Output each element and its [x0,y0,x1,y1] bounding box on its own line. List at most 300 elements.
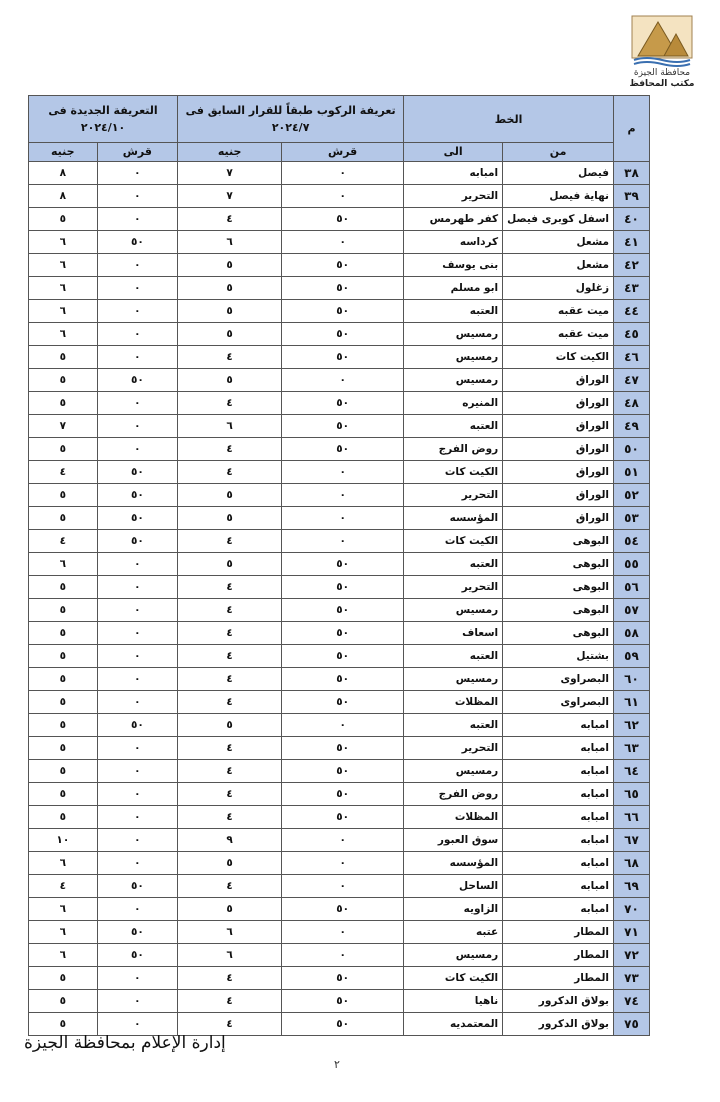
table-row [29,599,650,622]
old-fare-piaster: ٠ [282,231,404,254]
header-new-pound: جنيه [29,143,98,162]
old-fare-piaster: ٥٠ [282,208,404,231]
table-row [29,714,650,737]
table-row [29,829,650,852]
logo-office-name: مكتب المحافظ [629,79,695,89]
old-fare-pound: ٤ [178,599,282,622]
table-row [29,944,650,967]
old-fare-pound: ٤ [178,438,282,461]
table-row [29,576,650,599]
new-fare-pound: ٥ [29,990,98,1013]
header-old-fare: تعريفة الركوب طبقاً للقرار السابق فى ٢٠٢٤/٧ [178,96,404,143]
table-row [29,530,650,553]
table-row [29,392,650,415]
old-fare-piaster: ٥٠ [282,576,404,599]
new-fare-piaster: ٠ [97,990,177,1013]
row-number: ٥٦ [614,576,650,599]
row-number: ٦٦ [614,806,650,829]
old-fare-pound: ٦ [178,944,282,967]
old-fare-pound: ٥ [178,714,282,737]
old-fare-piaster: ٥٠ [282,967,404,990]
table-row [29,898,650,921]
new-fare-pound: ٥ [29,1013,98,1036]
row-number: ٧٢ [614,944,650,967]
route-from: المطار [503,944,614,967]
table-row [29,806,650,829]
table-row [29,461,650,484]
old-fare-pound: ٥ [178,484,282,507]
table-row [29,185,650,208]
new-fare-pound: ٥ [29,208,98,231]
old-fare-pound: ٤ [178,530,282,553]
route-from: مشعل [503,231,614,254]
table-row [29,162,650,185]
route-to: العتبه [404,415,503,438]
new-fare-pound: ٥ [29,967,98,990]
new-fare-pound: ٤ [29,530,98,553]
row-number: ٦٠ [614,668,650,691]
table-row [29,737,650,760]
old-fare-pound: ٥ [178,852,282,875]
route-from: البوهى [503,553,614,576]
new-fare-piaster: ٠ [97,553,177,576]
new-fare-piaster: ٠ [97,438,177,461]
old-fare-piaster: ٥٠ [282,323,404,346]
route-to: عتبه [404,921,503,944]
new-fare-piaster: ٥٠ [97,369,177,392]
route-to: كفر طهرمس [404,208,503,231]
old-fare-piaster: ٥٠ [282,553,404,576]
route-from: البوهى [503,622,614,645]
old-fare-pound: ٤ [178,967,282,990]
table-row [29,300,650,323]
route-to: الساحل [404,875,503,898]
route-from: الوراق [503,415,614,438]
old-fare-piaster: ٥٠ [282,898,404,921]
new-fare-piaster: ٥٠ [97,875,177,898]
row-number: ٣٨ [614,162,650,185]
route-from: امبابه [503,737,614,760]
route-to: التحرير [404,737,503,760]
route-from: امبابه [503,806,614,829]
new-fare-piaster: ٥٠ [97,231,177,254]
old-fare-piaster: ٠ [282,875,404,898]
route-to: رمسيس [404,599,503,622]
table-row [29,967,650,990]
new-fare-piaster: ٠ [97,967,177,990]
route-to: المعتمديه [404,1013,503,1036]
route-to: روض الفرج [404,783,503,806]
route-from: الوراق [503,507,614,530]
old-fare-pound: ٤ [178,691,282,714]
row-number: ٥٤ [614,530,650,553]
route-to: التحرير [404,185,503,208]
new-fare-pound: ٥ [29,737,98,760]
old-fare-pound: ٤ [178,622,282,645]
route-to: الكيت كات [404,461,503,484]
route-from: امبابه [503,875,614,898]
table-row [29,254,650,277]
new-fare-piaster: ٠ [97,576,177,599]
old-fare-piaster: ٥٠ [282,415,404,438]
new-fare-pound: ٤ [29,875,98,898]
route-from: البصراوى [503,668,614,691]
row-number: ٦٣ [614,737,650,760]
old-fare-pound: ٤ [178,461,282,484]
new-fare-piaster: ٠ [97,162,177,185]
row-number: ٤٣ [614,277,650,300]
new-fare-piaster: ٠ [97,208,177,231]
new-fare-pound: ٥ [29,369,98,392]
row-number: ٦٥ [614,783,650,806]
old-fare-pound: ٤ [178,760,282,783]
new-fare-pound: ٦ [29,921,98,944]
old-fare-piaster: ٠ [282,714,404,737]
route-from: ميت عقبه [503,323,614,346]
route-to: التحرير [404,484,503,507]
new-fare-pound: ٦ [29,852,98,875]
route-from: بولاق الدكرور [503,1013,614,1036]
new-fare-pound: ٦ [29,277,98,300]
new-fare-pound: ٦ [29,254,98,277]
new-fare-piaster: ٠ [97,392,177,415]
logo-governorate-name: محافظة الجيزة [633,68,691,78]
route-to: التحرير [404,576,503,599]
new-fare-pound: ١٠ [29,829,98,852]
old-fare-pound: ٤ [178,990,282,1013]
new-fare-pound: ٥ [29,438,98,461]
new-fare-pound: ٨ [29,162,98,185]
old-fare-pound: ٩ [178,829,282,852]
table-row [29,553,650,576]
pyramid-logo-icon [630,14,694,68]
new-fare-piaster: ٠ [97,668,177,691]
row-number: ٦١ [614,691,650,714]
table-row [29,346,650,369]
old-fare-piaster: ٠ [282,162,404,185]
new-fare-pound: ٦ [29,898,98,921]
row-number: ٥٢ [614,484,650,507]
new-fare-piaster: ٠ [97,185,177,208]
new-fare-pound: ٥ [29,507,98,530]
old-fare-piaster: ٥٠ [282,300,404,323]
header-from: من [503,143,614,162]
route-to: العتبه [404,553,503,576]
new-fare-piaster: ٠ [97,898,177,921]
new-fare-pound: ٥ [29,484,98,507]
new-fare-piaster: ٠ [97,806,177,829]
fare-table [28,95,650,1036]
new-fare-piaster: ٥٠ [97,530,177,553]
table-row [29,507,650,530]
row-number: ٧٣ [614,967,650,990]
route-from: مشعل [503,254,614,277]
new-fare-piaster: ٥٠ [97,714,177,737]
old-fare-pound: ٤ [178,737,282,760]
new-fare-pound: ٥ [29,599,98,622]
old-fare-piaster: ٠ [282,852,404,875]
row-number: ٤٦ [614,346,650,369]
new-fare-piaster: ٠ [97,1013,177,1036]
header-new-piaster: قرش [97,143,177,162]
route-from: البوهى [503,576,614,599]
new-fare-piaster: ٠ [97,323,177,346]
old-fare-piaster: ٥٠ [282,737,404,760]
route-to: اسعاف [404,622,503,645]
old-fare-pound: ٦ [178,921,282,944]
new-fare-pound: ٥ [29,714,98,737]
old-fare-piaster: ٥٠ [282,783,404,806]
table-row [29,277,650,300]
new-fare-piaster: ٥٠ [97,921,177,944]
row-number: ٤٢ [614,254,650,277]
new-fare-piaster: ٠ [97,852,177,875]
old-fare-piaster: ٥٠ [282,622,404,645]
header-to: الى [404,143,503,162]
route-to: العتبه [404,300,503,323]
new-fare-pound: ٥ [29,392,98,415]
old-fare-pound: ٦ [178,415,282,438]
row-number: ٥٧ [614,599,650,622]
route-to: بنى يوسف [404,254,503,277]
route-from: ميت عقبه [503,300,614,323]
old-fare-pound: ٤ [178,1013,282,1036]
old-fare-piaster: ٥٠ [282,806,404,829]
header-old-piaster: قرش [282,143,404,162]
old-fare-piaster: ٥٠ [282,760,404,783]
route-to: رمسيس [404,323,503,346]
row-number: ٦٧ [614,829,650,852]
route-to: المؤسسه [404,507,503,530]
row-number: ٥١ [614,461,650,484]
row-number: ٥٠ [614,438,650,461]
table-row [29,484,650,507]
new-fare-pound: ٥ [29,668,98,691]
footer-text: إدارة الإعلام بمحافظة الجيزة [24,1033,226,1053]
row-number: ٥٩ [614,645,650,668]
table-row [29,415,650,438]
table-row [29,852,650,875]
route-from: المطار [503,921,614,944]
new-fare-piaster: ٠ [97,760,177,783]
route-from: فيصل [503,162,614,185]
new-fare-pound: ٦ [29,323,98,346]
route-to: المظلات [404,691,503,714]
header-number: م [614,96,650,162]
old-fare-piaster: ٥٠ [282,438,404,461]
table-row [29,668,650,691]
new-fare-piaster: ٠ [97,346,177,369]
table-row [29,783,650,806]
new-fare-piaster: ٠ [97,415,177,438]
row-number: ٧١ [614,921,650,944]
new-fare-pound: ٥ [29,622,98,645]
route-from: امبابه [503,829,614,852]
row-number: ٥٣ [614,507,650,530]
row-number: ٥٨ [614,622,650,645]
route-to: رمسيس [404,369,503,392]
table-row [29,691,650,714]
route-from: المطار [503,967,614,990]
new-fare-piaster: ٠ [97,783,177,806]
old-fare-pound: ٥ [178,254,282,277]
route-from: امبابه [503,852,614,875]
route-from: امبابه [503,714,614,737]
route-from: الوراق [503,484,614,507]
old-fare-pound: ٤ [178,875,282,898]
row-number: ٧٥ [614,1013,650,1036]
route-from: الوراق [503,461,614,484]
table-row [29,323,650,346]
old-fare-piaster: ٠ [282,461,404,484]
old-fare-pound: ٧ [178,162,282,185]
old-fare-pound: ٥ [178,507,282,530]
old-fare-piaster: ٥٠ [282,668,404,691]
governorate-logo [612,14,712,100]
route-from: البوهى [503,599,614,622]
new-fare-pound: ٧ [29,415,98,438]
new-fare-piaster: ٥٠ [97,484,177,507]
table-row [29,921,650,944]
old-fare-pound: ٥ [178,553,282,576]
route-to: المنيره [404,392,503,415]
new-fare-pound: ٨ [29,185,98,208]
row-number: ٧٤ [614,990,650,1013]
new-fare-pound: ٦ [29,944,98,967]
route-to: رمسيس [404,668,503,691]
table-row [29,875,650,898]
row-number: ٦٤ [614,760,650,783]
old-fare-piaster: ٠ [282,484,404,507]
new-fare-piaster: ٠ [97,737,177,760]
route-from: الكيت كات [503,346,614,369]
new-fare-pound: ٤ [29,461,98,484]
old-fare-piaster: ٥٠ [282,346,404,369]
route-from: امبابه [503,760,614,783]
new-fare-piaster: ٠ [97,691,177,714]
new-fare-piaster: ٠ [97,645,177,668]
row-number: ٥٥ [614,553,650,576]
route-to: الزاويه [404,898,503,921]
route-to: ناهيا [404,990,503,1013]
route-to: رمسيس [404,346,503,369]
row-number: ٤٥ [614,323,650,346]
route-from: امبابه [503,898,614,921]
old-fare-piaster: ٠ [282,185,404,208]
row-number: ٦٩ [614,875,650,898]
route-from: بولاق الدكرور [503,990,614,1013]
old-fare-pound: ٤ [178,806,282,829]
new-fare-pound: ٦ [29,300,98,323]
old-fare-pound: ٤ [178,645,282,668]
row-number: ٤٧ [614,369,650,392]
old-fare-pound: ٧ [178,185,282,208]
route-to: رمسيس [404,944,503,967]
header-route: الخط [404,96,614,143]
header-new-fare: التعريفة الجديدة فى ٢٠٢٤/١٠ [29,96,178,143]
route-to: كرداسه [404,231,503,254]
old-fare-piaster: ٠ [282,530,404,553]
route-to: رمسيس [404,760,503,783]
old-fare-pound: ٤ [178,346,282,369]
route-from: الوراق [503,438,614,461]
old-fare-pound: ٥ [178,323,282,346]
table-row [29,369,650,392]
route-from: البصراوى [503,691,614,714]
old-fare-pound: ٥ [178,898,282,921]
new-fare-pound: ٥ [29,691,98,714]
route-from: الوراق [503,392,614,415]
old-fare-piaster: ٥٠ [282,691,404,714]
table-row [29,208,650,231]
old-fare-pound: ٤ [178,392,282,415]
old-fare-pound: ٤ [178,576,282,599]
row-number: ٤٤ [614,300,650,323]
row-number: ٦٢ [614,714,650,737]
route-to: سوق العبور [404,829,503,852]
table-row [29,990,650,1013]
new-fare-piaster: ٠ [97,300,177,323]
old-fare-piaster: ٥٠ [282,599,404,622]
table-row [29,231,650,254]
route-to: المظلات [404,806,503,829]
old-fare-piaster: ٥٠ [282,254,404,277]
route-to: الكيت كات [404,967,503,990]
route-to: الكيت كات [404,530,503,553]
row-number: ٤١ [614,231,650,254]
new-fare-pound: ٥ [29,346,98,369]
route-from: نهاية فيصل [503,185,614,208]
old-fare-piaster: ٠ [282,369,404,392]
new-fare-piaster: ٠ [97,599,177,622]
new-fare-piaster: ٠ [97,829,177,852]
new-fare-pound: ٦ [29,231,98,254]
route-to: العتبه [404,645,503,668]
page-number: ٢ [334,1058,340,1071]
row-number: ٤٠ [614,208,650,231]
old-fare-pound: ٥ [178,369,282,392]
old-fare-pound: ٤ [178,783,282,806]
old-fare-piaster: ٥٠ [282,277,404,300]
old-fare-pound: ٥ [178,277,282,300]
row-number: ٤٨ [614,392,650,415]
row-number: ٤٩ [614,415,650,438]
old-fare-piaster: ٠ [282,944,404,967]
new-fare-piaster: ٥٠ [97,944,177,967]
route-to: المؤسسه [404,852,503,875]
route-from: الوراق [503,369,614,392]
header-old-pound: جنيه [178,143,282,162]
route-from: بشتيل [503,645,614,668]
route-to: روض الفرج [404,438,503,461]
table-row [29,645,650,668]
route-to: العتبه [404,714,503,737]
old-fare-piaster: ٥٠ [282,645,404,668]
table-row [29,760,650,783]
row-number: ٦٨ [614,852,650,875]
new-fare-piaster: ٠ [97,254,177,277]
new-fare-pound: ٦ [29,553,98,576]
new-fare-pound: ٥ [29,576,98,599]
fare-table-body [29,162,650,1036]
route-from: زغلول [503,277,614,300]
new-fare-piaster: ٠ [97,622,177,645]
new-fare-pound: ٥ [29,783,98,806]
row-number: ٣٩ [614,185,650,208]
table-row [29,622,650,645]
route-from: اسفل كوبرى فيصل [503,208,614,231]
old-fare-piaster: ٥٠ [282,990,404,1013]
